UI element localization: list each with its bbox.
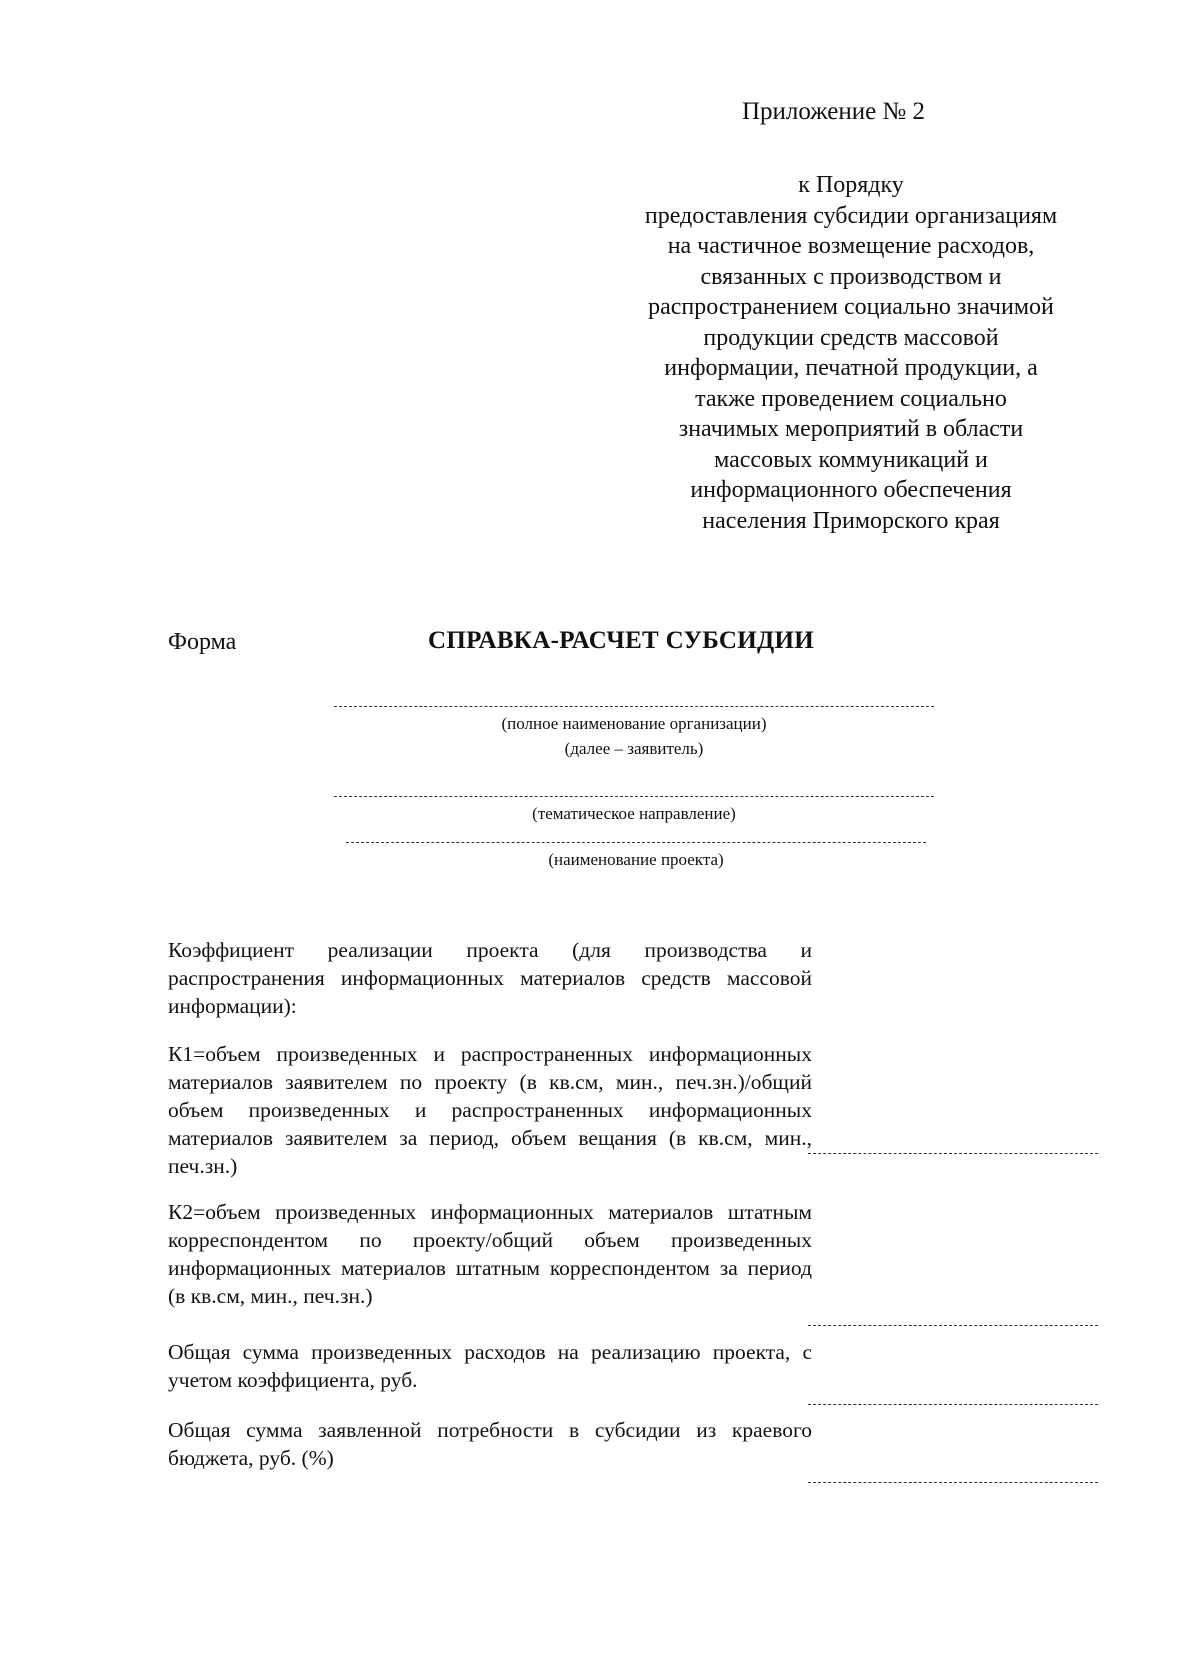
order-line: информационного обеспечения	[690, 477, 1012, 503]
project-line[interactable]	[346, 842, 926, 843]
appendix-title: Приложение № 2	[742, 98, 926, 125]
org-name-line[interactable]	[334, 706, 934, 707]
order-line: предоставления субсидии организациям	[644, 202, 1058, 229]
direction-line[interactable]	[334, 796, 934, 797]
total-claim-line[interactable]	[808, 1482, 1098, 1483]
order-line: значимых мероприятий в области	[678, 416, 1024, 442]
org-note-caption: (далее – заявитель)	[564, 739, 704, 758]
total-expenses-text: Общая сумма произведенных расходов на реализацию проекта, с учетом коэффициента, руб.	[168, 1340, 812, 1392]
order-line: населения Приморского края	[702, 507, 1000, 534]
direction-caption: (тематическое направление)	[532, 804, 736, 823]
order-line: связанных с производством и	[700, 263, 1002, 290]
order-line: на частичное возмещение расходов,	[667, 233, 1035, 259]
order-reference	[606, 170, 1096, 536]
total-expenses-line[interactable]	[808, 1404, 1098, 1405]
order-line: также проведением социально	[695, 385, 1007, 412]
order-line: распространением социально значимой	[648, 294, 1054, 320]
project-caption: (наименование проекта)	[548, 850, 724, 869]
total-claim-text: Общая сумма заявленной потребности в субсидии из краевого бюджета, руб. (%)	[168, 1418, 812, 1470]
k2-value-line[interactable]	[808, 1325, 1098, 1326]
form-label: Форма	[168, 629, 237, 655]
order-line: продукции средств массовой	[703, 324, 999, 351]
document-title: СПРАВКА-РАСЧЕТ СУБСИДИИ	[428, 627, 814, 654]
k1-definition: К1=объем произведенных и распространенных информационных материалов заявителем по проекту (в кв.см, мин., печ.зн.)/общий объем произведенных и распространенных информационных материалов заявителем за период, объем вещания (в кв.см, мин., печ.зн.)	[168, 1042, 812, 1178]
org-name-caption: (полное наименование организации)	[501, 714, 767, 733]
order-line: массовых коммуникаций и	[714, 446, 988, 473]
order-line: к Порядку	[798, 172, 904, 198]
k2-definition: К2=объем произведенных информационных материалов штатным корреспондентом по проекту/общий объем произведенных информационных материалов штатным корреспондентом за период (в кв.см, мин., печ.зн.)	[168, 1200, 812, 1308]
order-line: информации, печатной продукции, а	[664, 355, 1038, 381]
k1-value-line[interactable]	[808, 1153, 1098, 1154]
coefficient-intro: Коэффициент реализации проекта (для производства и распространения информационных материалов средств массовой информации):	[168, 938, 812, 1018]
